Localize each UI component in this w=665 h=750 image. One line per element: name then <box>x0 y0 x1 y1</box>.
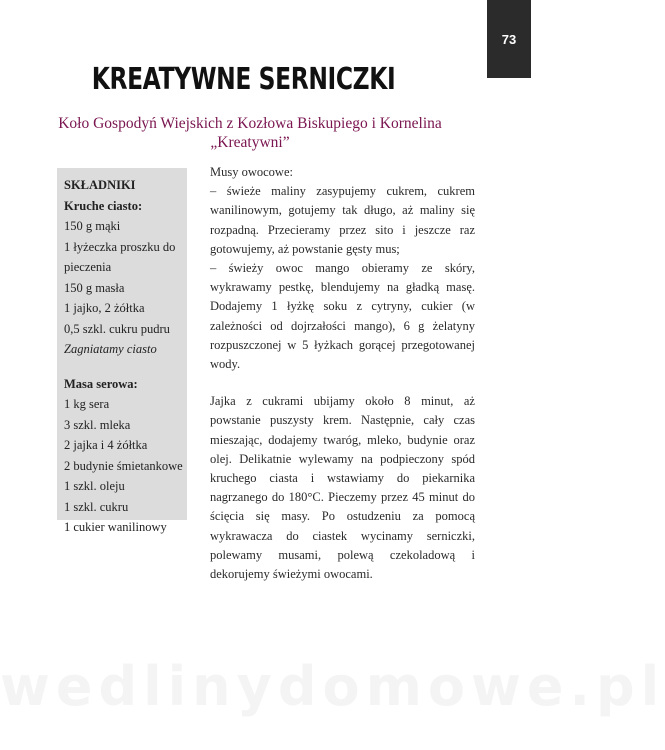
spacer <box>64 360 180 374</box>
ingredient-item: 1 kg sera <box>64 397 110 411</box>
ingredient-item: 1 cukier wanilinowy <box>64 520 167 534</box>
ingredient-item: 2 jajka i 4 żółtka <box>64 438 148 452</box>
dough-note: Zagniatamy ciasto <box>64 342 157 356</box>
ingredient-item: 150 g mąki <box>64 219 121 233</box>
ingredient-item: 2 budynie śmietankowe <box>64 458 183 473</box>
cheese-heading: Masa serowa: <box>64 376 138 391</box>
ingredient-item: 1 jajko, 2 żółtka <box>64 301 145 315</box>
method-text <box>210 163 475 584</box>
method-paragraph-2 <box>210 392 475 584</box>
ingredient-item: 0,5 szkl. cukru pudru <box>64 321 170 336</box>
page-title: KREATYWNE SERNICZKI <box>91 62 396 97</box>
ingredient-item: 1 szkl. oleju <box>64 479 125 493</box>
paragraph-2-text: Jajka z cukrami ubijamy około 8 minut, aż powstanie puszysty krem. Następnie, cały czas mieszając, dodajemy twaróg, mleko, budynie oraz olej. Delikatnie wylewamy na podpieczony spód kruchego ciasta i wstawiamy do piekarnika nagrzanego do 180°C. Pieczemy przez 45 minut do ścięcia się masy. Po ostudzeniu za pomocą wykrawacza do ciastek wycinamy serniczki, polewamy musami, polewą czekoladową i dekorujemy świeżymi owocami. <box>210 394 475 582</box>
watermark: wedlinydomowe.pl <box>0 655 665 718</box>
ingredient-item: 3 szkl. mleka <box>64 417 131 432</box>
ingredients-box <box>57 168 187 534</box>
ingredient-item: pieczenia <box>64 260 112 274</box>
paragraph-1-text: Musy owocowe: – świeże maliny zasypujemy cukrem, cukrem wanilinowym, gotujemy tak długo, aż maliny się rozpadną. Przecieramy przez sito i jeszcze raz gotowujemy, aż powstanie gęsty mus; – świeży owoc mango obieramy ze skóry, wykrawamy pestkę, blendujemy na gładką masę. Dodajemy 1 łyżkę soku z cytryny, cukier (w zależności od dojrzałości mango), 6 g żelatyny rozpuszczonej w 5 łyżkach gorącej przegotowanej wody. <box>210 165 475 372</box>
method-paragraph-1 <box>210 163 475 374</box>
page-number: 73 <box>487 0 531 78</box>
ingredients-heading: SKŁADNIKI <box>64 178 136 192</box>
subtitle-line-2: „Kreatywni” <box>210 134 290 151</box>
ingredient-item: 1 łyżeczka proszku do <box>64 239 176 254</box>
subtitle-line-1: Koło Gospodyń Wiejskich z Kozłowa Biskupiego i Kornelina <box>58 115 442 132</box>
subtitle <box>40 114 460 152</box>
ingredient-item: 1 szkl. cukru <box>64 499 129 514</box>
ingredient-item: 150 g masła <box>64 280 125 295</box>
dough-heading: Kruche ciasto: <box>64 198 143 213</box>
